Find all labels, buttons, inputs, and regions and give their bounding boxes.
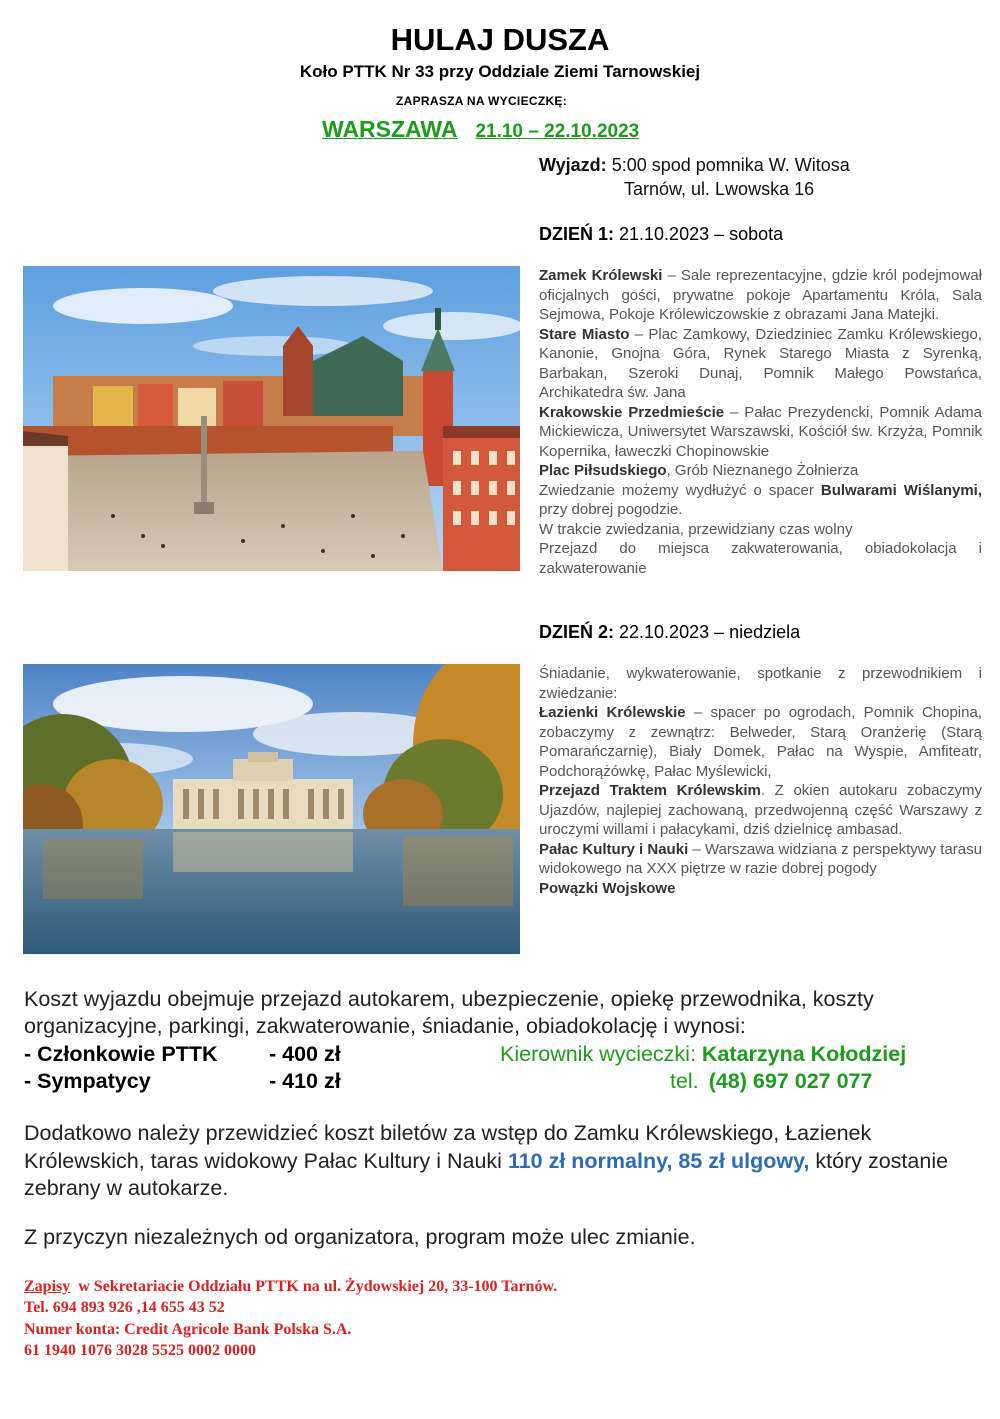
departure-time-place: 5:00 spod pomnika W. Witosa: [606, 155, 850, 175]
destination-city: WARSZAWA: [322, 116, 458, 142]
invite-line: ZAPRASZA NA WYCIECZKĘ:: [396, 94, 568, 108]
members-price: - 400 zł: [269, 1042, 341, 1066]
extra-end: który zostanie zebrany w autokarze.: [24, 1148, 949, 1200]
palace-culture-paragraph: [539, 840, 982, 879]
supporters-label: - Sympatycy: [24, 1069, 151, 1093]
royal-castle-text: – Sale reprezentacyjne, gdzie król podejmował oficjalnych gości, prywatne pokoje Apartamentu Króla, Sala Sejmowa, Pokoje Królewiczowskie z obrazami Jana Matejki.: [539, 267, 983, 323]
boulevards-text: Zwiedzanie możemy wydłużyć o spacer: [539, 481, 821, 499]
day1-description: [539, 266, 982, 578]
office-phones: Tel. 694 893 926 ,14 655 43 52: [24, 1299, 225, 1316]
registration-text: w Sekretariacie Oddziału PTTK na ul. Żydowskiej 20, 33-100 Tarnów.: [78, 1278, 558, 1295]
trip-leader: [500, 1042, 906, 1067]
pilsudski-paragraph: [539, 461, 982, 481]
supporters-price-row: [24, 1069, 341, 1094]
leader-label: Kierownik wycieczki:: [500, 1042, 702, 1066]
extra-costs: [24, 1120, 974, 1203]
lazienki-title: Łazienki Królewskie: [539, 704, 686, 721]
bank-account-label: Numer konta: Credit Agricole Bank Polska S.A.: [24, 1321, 352, 1338]
destination-heading: [322, 116, 639, 143]
day1-label: DZIEŃ 1:: [539, 224, 615, 244]
cost-description: Koszt wyjazdu obejmuje przejazd autokarem, ubezpieczenie, opiekę przewodnika, koszty organizacyjne, parkingi, zakwaterowanie, śniadanie, obiadokolację i wynosi:: [24, 987, 874, 1038]
old-town-title: Stare Miasto: [539, 325, 630, 343]
krakowskie-paragraph: [539, 403, 982, 462]
palace-culture-text: – Warszawa widziana z perspektywy tarasu widokowego na XXX piętrze w razie dobrej pogody: [539, 840, 982, 877]
powazki-paragraph: [539, 879, 982, 899]
day1-heading: [539, 224, 783, 245]
castle-square-photo: [23, 266, 520, 571]
members-label: - Członkowie PTTK: [24, 1042, 218, 1066]
boulevards-end: przy dobrej pogodzie.: [539, 501, 683, 518]
registration-info: [24, 1278, 557, 1296]
extra-text: Dodatkowo należy przewidzieć koszt biletów za wstęp do Zamku Królewskiego, Łazienek Królewskich, taras widokowy Pałac Kultury i Nauki: [24, 1121, 872, 1173]
old-town-paragraph: [539, 325, 982, 403]
royal-route-title: Przejazd Traktem Królewskim: [539, 782, 761, 799]
program-disclaimer: Z przyczyn niezależnych od organizatora, program może ulec zmianie.: [24, 1225, 696, 1249]
supporters-price: - 410 zł: [269, 1069, 341, 1093]
royal-castle-paragraph: [539, 266, 982, 325]
registration-label: Zapisy: [24, 1278, 71, 1295]
powazki-title: Powązki Wojskowe: [539, 879, 676, 897]
boulevards-paragraph: [539, 481, 982, 520]
palace-culture-title: Pałac Kultury i Nauki: [539, 840, 689, 858]
day2-label: DZIEŃ 2:: [539, 622, 615, 642]
lazienki-paragraph: [539, 703, 982, 781]
old-town-text: – Plac Zamkowy, Dziedziniec Zamku Królewskiego, Kanonie, Gnojna Góra, Rynek Starego Miasta z Syrenką, Barbakan, Szeroki Dunaj, Pomnik Małego Powstańca, Archikatedra św. Jana: [539, 325, 982, 401]
royal-castle-title: Zamek Królewski: [539, 267, 663, 284]
day1-date: 21.10.2023 – sobota: [614, 224, 784, 244]
leader-phone: [670, 1069, 872, 1094]
boulevards-title: Bulwarami Wiślanymi,: [820, 481, 982, 499]
free-time-paragraph: W trakcie zwiedzania, przewidziany czas wolny: [539, 520, 853, 538]
day2-description: [539, 664, 982, 898]
day2-date: 22.10.2023 – niedziela: [614, 622, 801, 642]
royal-route-paragraph: [539, 781, 982, 840]
accommodation-paragraph: Przejazd do miejsca zakwaterowania, obiadokolacja i zakwaterowanie: [539, 540, 982, 577]
flyer-title: HULAJ DUSZA: [390, 22, 610, 57]
members-price-row: [24, 1042, 341, 1067]
ticket-prices: 110 zł normalny, 85 zł ulgowy,: [507, 1148, 810, 1173]
krakowskie-text: – Pałac Prezydencki, Pomnik Adama Mickiewicza, Uniwersytet Warszawski, Kościół św. Krzyża, Pomnik Kopernika, ławeczki Chopinowskie: [539, 403, 982, 460]
palace-on-isle-photo: [23, 664, 520, 954]
club-subtitle: Koło PTTK Nr 33 przy Oddziale Ziemi Tarnowskiej: [299, 62, 701, 81]
lazienki-text: – spacer po ogrodach, Pomnik Chopina, zobaczymy z zewnątrz: Belweder, Starą Oranżerię (Starą Pomarańczarnię), Biały Domek, Pałac na Wyspie, Amfiteatr, Podchorążówkę, Pałac Myślewicki,: [539, 704, 982, 780]
royal-route-text: . Z okien autokaru zobaczymy Ujazdów, najlepiej zachowaną, przedwojenną część Warszawy z uroczymi willami i pałacykami, dziś dzielnicę ambasad.: [539, 782, 982, 838]
departure-line-2: Tarnów, ul. Lwowska 16: [624, 179, 815, 199]
krakowskie-title: Krakowskie Przedmieście: [539, 403, 725, 421]
departure-label: Wyjazd:: [539, 155, 607, 175]
breakfast-paragraph: Śniadanie, wykwaterowanie, spotkanie z przewodnikiem i zwiedzanie:: [539, 665, 982, 702]
day2-heading: [539, 622, 800, 643]
leader-name: Katarzyna Kołodziej: [701, 1042, 907, 1066]
phone-label: tel.: [670, 1069, 699, 1093]
pilsudski-text: , Grób Nieznanego Żołnierza: [666, 462, 859, 479]
departure-line-1: [539, 155, 850, 176]
trip-dates: 21.10 – 22.10.2023: [475, 121, 640, 142]
pilsudski-title: Plac Piłsudskiego: [539, 462, 667, 479]
bank-account-number: 61 1940 1076 3028 5525 0002 0000: [24, 1342, 256, 1359]
phone-number: (48) 697 027 077: [708, 1069, 873, 1093]
